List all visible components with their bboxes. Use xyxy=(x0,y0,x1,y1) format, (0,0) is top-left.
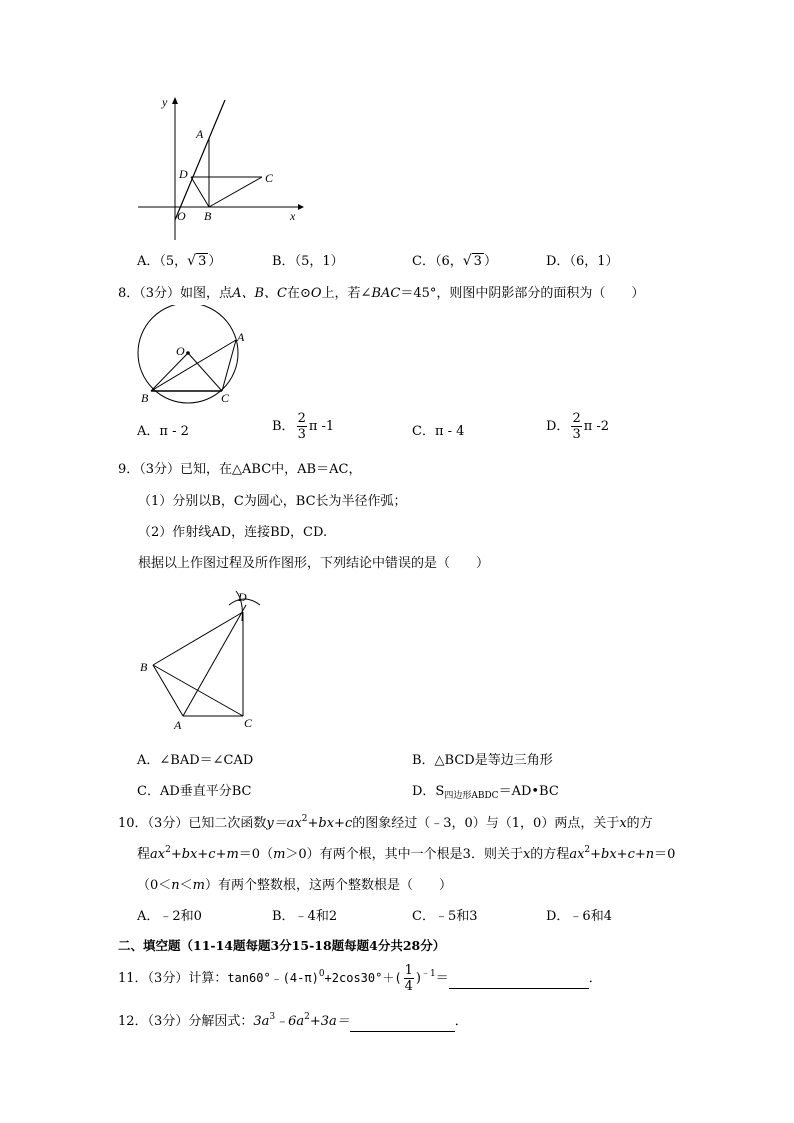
q10-l2-i: 的方程 xyxy=(530,847,570,862)
q8-option-b-numerator: 2 xyxy=(297,411,306,426)
q9-construction-figure xyxy=(136,583,276,733)
q9-option-a: A．∠BAD＝∠CAD xyxy=(137,753,254,768)
q7-option-d-text: （6，1） xyxy=(569,254,619,269)
q7-option-b-text: （5，1） xyxy=(294,254,344,269)
q10-l2-b: ax xyxy=(150,847,166,862)
q8-text-b: A、B、C xyxy=(232,286,287,301)
q9-intro xyxy=(118,458,361,477)
q7-option-c-letter: C． xyxy=(412,254,435,269)
q8-text-a: 如图，点 xyxy=(180,286,233,301)
q7-coordinate-figure xyxy=(130,92,310,242)
q8-text-e: 上，若∠ xyxy=(321,286,372,301)
q8-option-d-fraction xyxy=(571,411,581,442)
q8-option-b xyxy=(272,411,334,442)
q7-option-c: C．（6，√ 3 ） xyxy=(412,253,497,269)
q8-label-o: O xyxy=(176,344,185,358)
q9-option-d xyxy=(412,780,559,801)
q7-option-c-root: 3 xyxy=(473,254,482,269)
q7-label-a: A xyxy=(196,127,204,141)
q10-l3-e: ）有两个整数根，这两个整数根是（ ） xyxy=(205,878,453,893)
q9-option-d-post: ＝AD•BC xyxy=(498,784,559,799)
q8-text-d: O xyxy=(310,286,322,301)
q10-l2-g: ＞0）有两个根，其中一个根是3．则关于 xyxy=(285,847,523,862)
q10-l2-m: ＝0 xyxy=(654,847,676,862)
q10-l3-d: m xyxy=(192,878,205,893)
q12-prefix: 12．（3分）分解因式： xyxy=(118,1014,254,1029)
q7-option-b-letter: B． xyxy=(272,254,295,269)
q9-label-b: B xyxy=(140,660,148,674)
q9-ask: 根据以上作图过程及所作图形，下列结论中错误的是（ ） xyxy=(138,556,490,571)
q8-option-b-letter: B． xyxy=(272,419,295,434)
q9-step2: （2）作射线AD，连接BD，CD. xyxy=(138,525,328,540)
q10-l1-c: 2 xyxy=(301,814,308,824)
q7-option-a: A．（5，√ 3 ） xyxy=(137,253,222,269)
q10-line2 xyxy=(137,843,675,862)
q8-text-c: 在⊙ xyxy=(286,286,311,301)
q10-option-a: A．﹣2和0 xyxy=(137,909,202,924)
q8-circle-figure xyxy=(132,305,252,410)
q7-option-a-post: ） xyxy=(208,254,222,269)
q8-option-c: C．π - 4 xyxy=(412,424,465,439)
q8-option-b-tail: π -1 xyxy=(308,419,335,434)
q11-exponent-zero: 0 xyxy=(318,969,325,979)
q8-label-b: B xyxy=(141,391,149,405)
q12-term3: +3a＝ xyxy=(309,1014,350,1029)
q11-answer-blank[interactable] xyxy=(449,973,589,989)
q8-option-b-denominator: 3 xyxy=(297,427,306,442)
q10-l1-d: +bx+c xyxy=(307,816,353,831)
q7-label-y: y xyxy=(162,95,168,109)
q7-option-a-letter: A． xyxy=(137,254,160,269)
q9-step1: （1）分别以B，C为圆心，BC长为半径作弧； xyxy=(138,494,407,509)
q11-end: ． xyxy=(588,971,602,986)
q10-l1-e: 的图象经过（﹣3，0）与（1，0）两点，关于 xyxy=(352,816,620,831)
q12-term1: 3a xyxy=(253,1014,270,1029)
q11-equals: ＝ xyxy=(435,971,449,986)
q8-option-d-denominator: 3 xyxy=(572,427,581,442)
q9-option-d-pre: D．S xyxy=(412,784,445,799)
q7-label-c: C xyxy=(265,171,274,185)
q7-option-b xyxy=(272,250,344,269)
q10-option-b: B．﹣4和2 xyxy=(272,909,338,924)
q10-l2-h: x xyxy=(522,847,531,862)
q9-option-b: B．△BCD是等边三角形 xyxy=(412,753,553,768)
q8-option-b-fraction xyxy=(297,411,307,442)
q12-question xyxy=(118,1010,468,1032)
q10-l3-a: （0＜ xyxy=(137,878,172,893)
q9-option-c: C．AD垂直平分BC xyxy=(137,784,252,799)
q7-label-x: x xyxy=(290,209,296,223)
q10-l3-c: ＜ xyxy=(179,878,193,893)
q10-option-d: D．﹣6和4 xyxy=(546,909,612,924)
q8-label-c: C xyxy=(221,391,230,405)
q11-prefix: 11．（3分）计算： xyxy=(118,971,228,986)
q8-label-a: A xyxy=(237,330,245,344)
q10-l2-d: +bx+c+m xyxy=(170,847,239,862)
q9-number: 9．（3分） xyxy=(118,462,181,477)
q10-l2-j: ax xyxy=(569,847,585,862)
q8-question xyxy=(118,282,644,301)
q9-label-a: A xyxy=(174,718,182,732)
q10-l2-e: ＝0（ xyxy=(238,847,274,862)
q12-exp1: 3 xyxy=(269,1012,276,1022)
q9-intro-text: 已知，在△ABC中，AB＝AC， xyxy=(180,462,362,477)
q12-term2: ﹣6a xyxy=(275,1014,305,1029)
q10-l1-a: 10．（3分）已知二次函数 xyxy=(118,816,267,831)
q9-label-c: C xyxy=(244,716,253,730)
q8-option-a: A．π - 2 xyxy=(137,424,189,439)
q11-question xyxy=(118,963,602,994)
q11-denominator: 4 xyxy=(404,979,413,994)
q8-option-d-letter: D． xyxy=(546,419,570,434)
q8-option-d xyxy=(546,411,609,442)
q7-option-d xyxy=(546,250,618,269)
q8-text-f: BAC xyxy=(371,286,401,301)
q10-l1-f: x xyxy=(619,816,627,831)
q10-option-c: C．﹣5和3 xyxy=(412,909,478,924)
q9-label-d: D xyxy=(238,590,247,604)
section-heading-fill-in: 二、填空题（11-14题每题3分15-18题每题4分共28分） xyxy=(118,938,446,953)
q7-label-o: O xyxy=(177,209,186,223)
q12-answer-blank[interactable] xyxy=(350,1016,455,1032)
q10-line3 xyxy=(137,874,452,893)
q7-label-d: D xyxy=(179,167,188,181)
q10-l2-c: 2 xyxy=(165,845,171,855)
q8-text-g: ＝45°，则图中阴影部分的面积为（ ） xyxy=(400,286,645,301)
q11-fraction xyxy=(404,963,414,994)
q10-l2-k: 2 xyxy=(584,845,591,855)
q12-exp2: 2 xyxy=(304,1012,310,1022)
q8-option-d-numerator: 2 xyxy=(572,411,581,426)
q11-numerator: 1 xyxy=(404,963,413,978)
q11-exponent: ﹣1 xyxy=(420,969,436,979)
q7-option-c-post: ） xyxy=(483,254,497,269)
q7-option-d-letter: D． xyxy=(546,254,570,269)
q7-option-a-pre: （5， xyxy=(159,254,188,269)
q10-l2-a: 程 xyxy=(137,847,151,862)
q7-label-b: B xyxy=(204,209,212,223)
q10-l2-l: +bx+c+n xyxy=(590,847,655,862)
q7-option-c-pre: （6， xyxy=(434,254,463,269)
q7-option-a-root: 3 xyxy=(198,254,207,269)
q8-number: 8．（3分） xyxy=(118,286,181,301)
q8-option-d-tail: π -2 xyxy=(583,419,610,434)
q11-middle: +2cos30°＋( xyxy=(324,971,402,985)
q11-close: ) xyxy=(415,971,421,986)
q11-expression: tan60°﹣(4-π) xyxy=(227,971,319,985)
q12-end: ． xyxy=(454,1014,468,1029)
q10-l3-b: n xyxy=(171,878,180,893)
q10-l1-g: 的方 xyxy=(626,816,653,831)
q10-l2-f: m xyxy=(273,847,286,862)
q9-option-d-sub: 四边形ABDC xyxy=(444,791,499,801)
q10-line1 xyxy=(118,812,653,831)
q10-l1-b: y＝ax xyxy=(266,816,302,831)
